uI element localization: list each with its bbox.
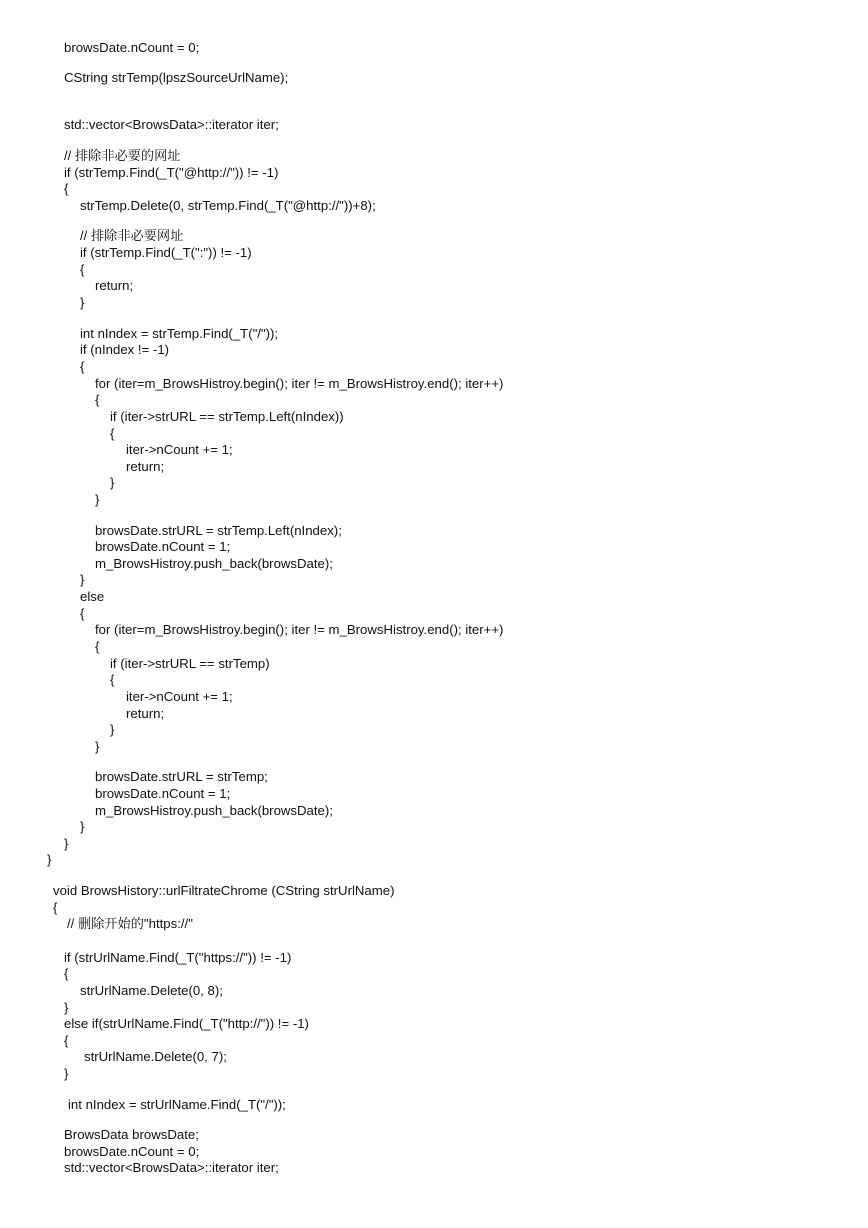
code-line: { xyxy=(95,639,100,654)
code-line: return; xyxy=(126,459,165,474)
code-line: if (iter->strURL == strTemp) xyxy=(110,656,270,671)
code-line: m_BrowsHistroy.push_back(browsDate); xyxy=(95,803,333,818)
code-line: browsDate.strURL = strTemp; xyxy=(95,769,268,784)
code-line: } xyxy=(47,852,52,867)
code-line: { xyxy=(80,606,85,621)
code-line: iter->nCount += 1; xyxy=(126,442,233,457)
code-line: CString strTemp(lpszSourceUrlName); xyxy=(64,70,289,85)
code-line: { xyxy=(110,426,115,441)
code-line: browsDate.nCount = 0; xyxy=(64,1144,200,1159)
code-line: { xyxy=(64,181,69,196)
code-line: if (strTemp.Find(_T(":")) != -1) xyxy=(80,245,252,260)
code-line: if (iter->strURL == strTemp.Left(nIndex)) xyxy=(110,409,344,424)
code-line: BrowsData browsDate; xyxy=(64,1127,199,1142)
code-line: { xyxy=(80,359,85,374)
code-line: } xyxy=(95,492,100,507)
code-line: } xyxy=(64,836,69,851)
code-line: strUrlName.Delete(0, 8); xyxy=(80,983,223,998)
code-line: return; xyxy=(126,706,165,721)
code-line: std::vector<BrowsData>::iterator iter; xyxy=(64,1160,279,1175)
code-line: { xyxy=(64,966,69,981)
code-line: else xyxy=(80,589,105,604)
code-line: strTemp.Delete(0, strTemp.Find(_T("@http://"))+8); xyxy=(80,198,376,213)
code-line: return; xyxy=(95,278,134,293)
function-signature: void BrowsHistory::urlFiltrateChrome (CString strUrlName) xyxy=(53,883,395,898)
code-line: } xyxy=(64,1066,69,1081)
code-line: browsDate.nCount = 1; xyxy=(95,539,231,554)
code-line: } xyxy=(64,1000,69,1015)
code-line: if (strTemp.Find(_T("@http://")) != -1) xyxy=(64,165,279,180)
code-line: { xyxy=(53,900,58,915)
code-comment: // 排除非必要网址 xyxy=(80,228,184,243)
code-line: } xyxy=(110,722,115,737)
code-line: for (iter=m_BrowsHistroy.begin(); iter != m_BrowsHistroy.end(); iter++) xyxy=(95,376,504,391)
code-comment: // 删除开始的"https://" xyxy=(67,916,193,931)
code-line: browsDate.strURL = strTemp.Left(nIndex); xyxy=(95,523,342,538)
code-line: { xyxy=(64,1033,69,1048)
code-line: std::vector<BrowsData>::iterator iter; xyxy=(64,117,279,132)
code-line: strUrlName.Delete(0, 7); xyxy=(84,1049,227,1064)
code-line: } xyxy=(95,739,100,754)
code-line: { xyxy=(110,672,115,687)
code-line: { xyxy=(95,392,100,407)
code-line: else if(strUrlName.Find(_T("http://")) != -1) xyxy=(64,1016,309,1031)
code-line: } xyxy=(80,572,85,587)
code-line: if (strUrlName.Find(_T("https://")) != -1) xyxy=(64,950,292,965)
code-line: int nIndex = strUrlName.Find(_T("/")); xyxy=(68,1097,286,1112)
code-line: for (iter=m_BrowsHistroy.begin(); iter != m_BrowsHistroy.end(); iter++) xyxy=(95,622,504,637)
code-line: } xyxy=(80,295,85,310)
code-line: browsDate.nCount = 0; xyxy=(64,40,200,55)
code-line: int nIndex = strTemp.Find(_T("/")); xyxy=(80,326,279,341)
code-line: } xyxy=(110,475,115,490)
code-line: browsDate.nCount = 1; xyxy=(95,786,231,801)
code-line: iter->nCount += 1; xyxy=(126,689,233,704)
code-line: m_BrowsHistroy.push_back(browsDate); xyxy=(95,556,333,571)
code-line: { xyxy=(80,262,85,277)
code-line: } xyxy=(80,819,85,834)
code-line: if (nIndex != -1) xyxy=(80,342,170,357)
code-comment: // 排除非必要的网址 xyxy=(64,148,181,163)
